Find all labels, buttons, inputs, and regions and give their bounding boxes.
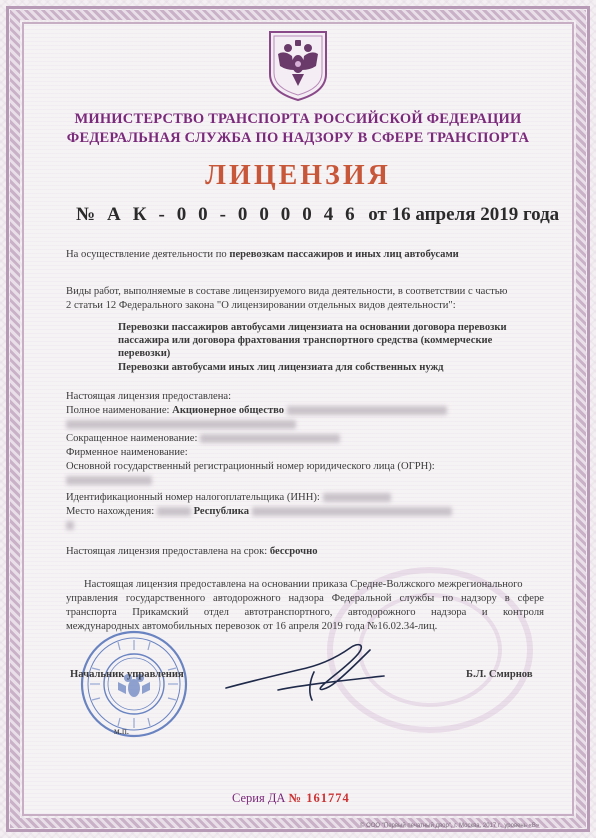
activity-value: перевозкам пассажиров и иных лиц автобусами <box>229 249 459 260</box>
ministry-heading: МИНИСТЕРСТВО ТРАНСПОРТА РОССИЙСКОЙ ФЕДЕРАЦИИ <box>74 111 522 127</box>
redacted-text <box>66 476 152 485</box>
term-value: бессрочно <box>269 546 318 557</box>
redacted-text <box>252 507 452 516</box>
document-title: ЛИЦЕНЗИЯ <box>205 160 391 191</box>
work-item-1-line-2: пассажира или договора фрахтования транспортного средства (коммерческие <box>118 335 493 346</box>
inn-line <box>66 491 391 505</box>
location-label: Место нахождения: <box>66 506 155 517</box>
works-line-1: Виды работ, выполняемые в составе лицензируемого вида деятельности, в соответствии с частью <box>66 286 508 297</box>
short-name-label: Сокращенное наименование: <box>66 433 198 444</box>
signatory-name: Б.Л. Смирнов <box>466 669 533 680</box>
work-item-1-line-1: Перевозки пассажиров автобусами лицензиата на основании договора перевозки <box>118 322 507 333</box>
brand-name-label: Фирменное наименование: <box>66 447 188 458</box>
location-continued <box>66 519 74 533</box>
basis-line-4: международных автомобильных перевозок от 16 апреля 2019 года №16.02.34-лиц. <box>66 621 438 632</box>
redacted-text <box>66 521 74 530</box>
service-heading: ФЕДЕРАЛЬНАЯ СЛУЖБА ПО НАДЗОРУ В СФЕРЕ ТРАНСПОРТА <box>66 130 530 146</box>
short-name-line <box>66 432 340 446</box>
series-number: № 161774 <box>288 791 350 805</box>
activity-line <box>66 248 459 262</box>
printer-imprint: © ООО "Первый печатный двор", г. Москва, 2017 г., уровень «В» <box>360 823 540 829</box>
basis-line-1: Настоящая лицензия предоставлена на основании приказа Средне-Волжского межрегионального <box>84 579 523 590</box>
location-value: Республика <box>193 506 250 517</box>
activity-prefix: На осуществление деятельности по <box>66 249 227 260</box>
redacted-text <box>323 493 391 502</box>
stamp-place-label: м.п. <box>114 726 130 736</box>
term-line <box>66 545 318 559</box>
redacted-text <box>287 406 447 415</box>
series-label: Серия ДА <box>232 791 286 805</box>
inn-label: Идентификационный номер налогоплательщика (ИНН): <box>66 492 320 503</box>
license-number-line <box>76 204 559 226</box>
full-name-line <box>66 404 447 418</box>
ogrn-value <box>66 474 152 488</box>
license-date: от 16 апреля 2019 года <box>368 204 560 225</box>
redacted-text <box>200 434 340 443</box>
works-line-2: 2 статьи 12 Федерального закона "О лицензировании отдельных видов деятельности": <box>66 300 456 311</box>
license-number: № А К - 0 0 - 0 0 0 0 4 6 <box>76 204 359 225</box>
work-item-1-line-3: перевозки) <box>118 348 171 359</box>
signatory-position: Начальник управления <box>70 669 184 680</box>
double-headed-eagle-emblem-icon <box>264 26 332 102</box>
granted-to-label: Настоящая лицензия предоставлена: <box>66 391 232 402</box>
term-prefix: Настоящая лицензия предоставлена на срок: <box>66 546 268 557</box>
work-item-2: Перевозки автобусами иных лиц лицензиата для собственных нужд <box>118 362 444 373</box>
location-line <box>66 505 452 519</box>
basis-line-2: управления государственного автодорожного надзора Федеральной службы по надзору в сфере <box>66 593 544 604</box>
signature-icon <box>218 636 388 706</box>
full-name-value: Акционерное общество <box>172 405 285 416</box>
redacted-text <box>157 507 191 516</box>
official-stamp-icon <box>78 628 190 740</box>
redacted-text <box>66 420 296 429</box>
series-line <box>232 791 350 806</box>
ogrn-label: Основной государственный регистрационный номер юридического лица (ОГРН): <box>66 461 435 472</box>
full-name-label: Полное наименование: <box>66 405 170 416</box>
full-name-continued <box>66 418 296 432</box>
basis-line-3: транспорта Прикамский отдел автотранспортного, автодорожного надзора и контроля <box>66 607 544 618</box>
